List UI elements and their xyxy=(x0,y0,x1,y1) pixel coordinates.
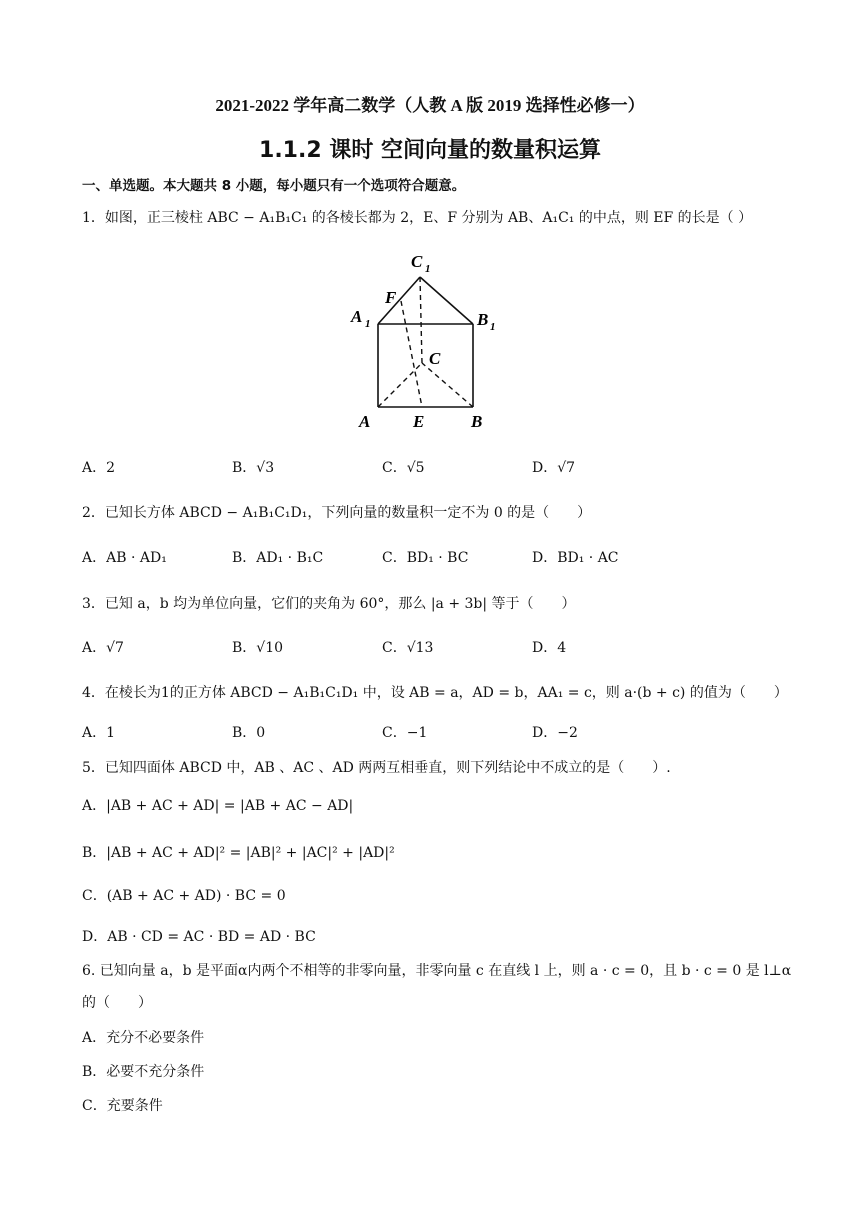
label-c1-sub: 1 xyxy=(425,263,431,275)
label-a1-sub: 1 xyxy=(365,318,371,330)
question-2-text: 2．已知长方体 ABCD − A₁B₁C₁D₁，下列向量的数量积一定不为 0 的是（ ） xyxy=(82,505,592,521)
edge-bc xyxy=(422,363,473,407)
label-b1: B xyxy=(477,310,489,329)
q6-option-a[interactable]: A．充分不必要条件 xyxy=(82,1030,205,1046)
q5-option-a[interactable]: A．|AB + AC + AD| = |AB + AC − AD| xyxy=(82,798,354,814)
label-c1: C xyxy=(411,252,423,271)
label-a1: A xyxy=(351,307,363,326)
q4-option-d[interactable]: D．−2 xyxy=(532,725,578,741)
q1-option-b[interactable]: B．√3 xyxy=(232,460,275,476)
label-f: F xyxy=(385,288,397,307)
question-6-text: 6. 已知向量 a，b 是平面α内两个不相等的非零向量，非零向量 c 在直线 l 上，则 a · c = 0，且 b · c = 0 是 l⊥α xyxy=(82,963,792,979)
lesson-title: 1.1.2 课时 空间向量的数量积运算 xyxy=(259,138,601,163)
q1-option-c[interactable]: C．√5 xyxy=(382,460,425,476)
q2-option-a[interactable]: A．AB · AD₁ xyxy=(82,550,167,566)
q1-option-d[interactable]: D．√7 xyxy=(532,460,576,476)
label-b1-sub: 1 xyxy=(490,321,496,333)
label-e: E xyxy=(413,412,425,431)
q5-option-d[interactable]: D．AB · CD = AC · BD = AD · BC xyxy=(82,929,316,945)
label-c: C xyxy=(429,349,441,368)
edge-c1c xyxy=(420,277,422,363)
q2-option-d[interactable]: D．BD₁ · AC xyxy=(532,550,619,566)
q6-option-b[interactable]: B．必要不充分条件 xyxy=(82,1064,205,1080)
q3-option-d[interactable]: D．4 xyxy=(532,640,567,656)
question-4-options xyxy=(82,722,782,742)
q2-option-b[interactable]: B．AD₁ · B₁C xyxy=(232,550,324,566)
q3-option-c[interactable]: C．√13 xyxy=(382,640,434,656)
q3-option-b[interactable]: B．√10 xyxy=(232,640,284,656)
label-a: A xyxy=(359,412,371,431)
question-6-text-cont: 的（ ） xyxy=(82,995,152,1011)
question-5-text: 5．已知四面体 ABCD 中，AB 、AC 、AD 两两互相垂直，则下列结论中不成立的是（ ）. xyxy=(82,760,671,776)
question-3-text: 3．已知 a，b 均为单位向量，它们的夹角为 60°，那么 |a + 3b| 等于（ ） xyxy=(82,596,576,612)
question-4-text: 4．在棱长为1的正方体 ABCD − A₁B₁C₁D₁ 中，设 AB = a，AD = b，AA₁ = c，则 a·(b + c) 的值为（ ） xyxy=(82,685,788,701)
q1-option-a[interactable]: A．2 xyxy=(82,460,116,476)
q5-option-c[interactable]: C．(AB + AC + AD) · BC = 0 xyxy=(82,888,286,904)
prism-figure xyxy=(345,245,515,435)
q5-option-b[interactable]: B．|AB + AC + AD|² = |AB|² + |AC|² + |AD|² xyxy=(82,845,395,861)
q2-option-c[interactable]: C．BD₁ · BC xyxy=(382,550,469,566)
document-title: 2021-2022 学年高二数学（人教 A 版 2019 选择性必修一） xyxy=(215,96,645,115)
q6-option-c[interactable]: C．充要条件 xyxy=(82,1098,163,1114)
q3-option-a[interactable]: A．√7 xyxy=(82,640,124,656)
edge-c1b1 xyxy=(420,277,473,324)
section-heading: 一、单选题。本大题共 8 小题，每小题只有一个选项符合题意。 xyxy=(82,178,466,194)
q4-option-a[interactable]: A．1 xyxy=(82,725,116,741)
question-2-options xyxy=(82,547,782,567)
edge-ac xyxy=(378,363,422,407)
question-1-options xyxy=(82,457,782,477)
question-1-text: 1．如图，正三棱柱 ABC − A₁B₁C₁ 的各棱长都为 2，E、F 分别为 AB、A₁C₁ 的中点，则 EF 的长是（ ） xyxy=(82,210,753,226)
question-3-options xyxy=(82,637,782,657)
q4-option-b[interactable]: B．0 xyxy=(232,725,266,741)
segment-ef xyxy=(401,301,422,407)
label-b: B xyxy=(471,412,483,431)
q4-option-c[interactable]: C．−1 xyxy=(382,725,428,741)
